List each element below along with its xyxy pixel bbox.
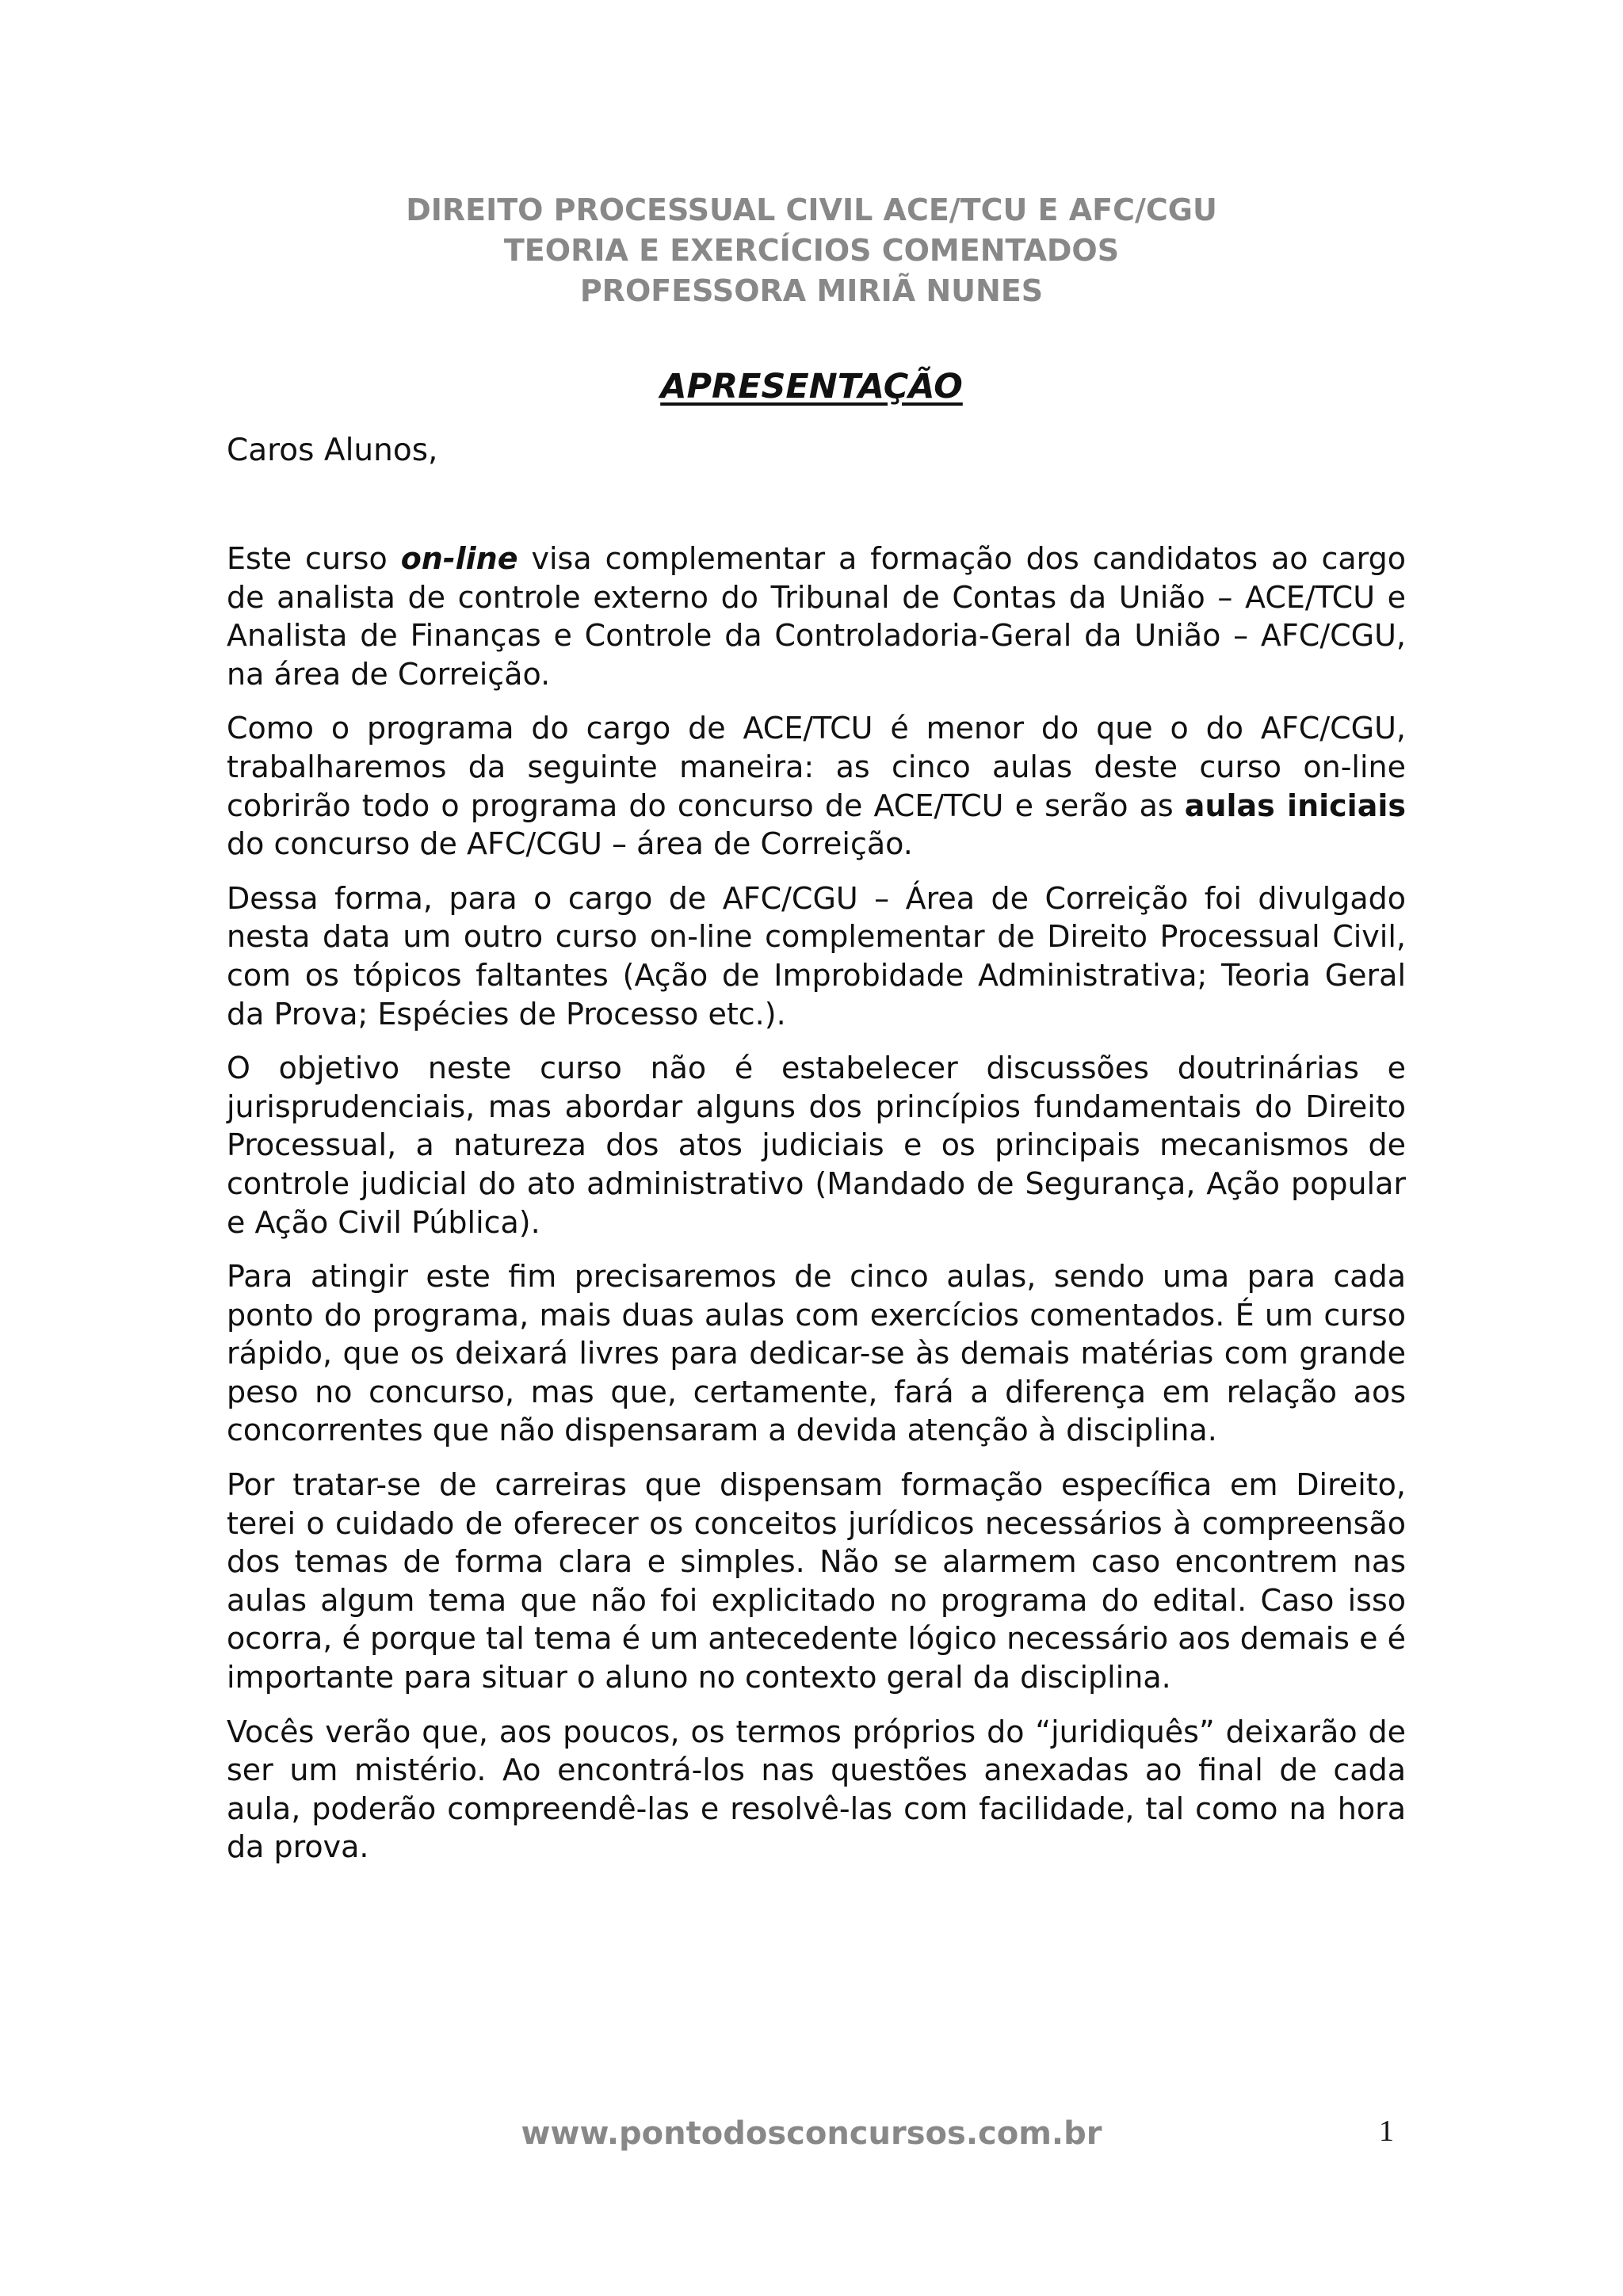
- paragraph-2-text-b: do concurso de AFC/CGU – área de Correição.: [227, 826, 913, 862]
- paragraph-6: Por tratar-se de carreiras que dispensam formação específica em Direito, terei o cuidado de oferecer os conceitos jurídicos necessários à compreensão dos temas de forma clara e simples. Não se alarmem caso encontrem nas aulas algum tema que não foi explicitado no programa do edital. Caso isso ocorra, é porque tal tema é um antecedente lógico necessário aos demais e é importante para situar o aluno no contexto geral da disciplina.: [227, 1467, 1406, 1695]
- header-professor: PROFESSORA MIRIÃ NUNES: [579, 273, 1044, 308]
- paragraph-1: [227, 540, 1406, 693]
- document-header: [0, 190, 1623, 311]
- paragraph-3: Dessa forma, para o cargo de AFC/CGU – Área de Correição foi divulgado nesta data um outro curso on-line complementar de Direito Processual Civil, com os tópicos faltantes (Ação de Improbidade Administrativa; Teoria Geral da Prova; Espécies de Processo etc.).: [227, 880, 1406, 1032]
- paragraph-2-text-a: Como o programa do cargo de ACE/TCU é menor do que o do AFC/CGU, trabalharemos da seguinte maneira: as cinco aulas deste curso on-line cobrirão todo o programa do concurso de ACE/TCU e serão as: [227, 711, 1406, 823]
- footer-website-url: www.pontodosconcursos.com.br: [521, 2115, 1102, 2152]
- page-title: APRESENTAÇÃO: [660, 367, 963, 406]
- paragraph-5: Para atingir este fim precisaremos de cinco aulas, sendo uma para cada ponto do programa, mais duas aulas com exercícios comentados. É um curso rápido, que os deixará livres para dedicar-se às demais matérias com grande peso no concurso, mas que, certamente, fará a diferença em relação aos concorrentes que não dispensaram a devida atenção à disciplina.: [227, 1259, 1406, 1448]
- page-number: 1: [1379, 2115, 1394, 2148]
- paragraph-1-emphasis: on-line: [400, 541, 518, 576]
- greeting: Caros Alunos,: [227, 433, 438, 468]
- paragraph-7: Vocês verão que, aos poucos, os termos próprios do “juridiquês” deixarão de ser um mistério. Ao encontrá-los nas questões anexadas ao final de cada aula, poderão compreendê-las e resolvê-las com facilidade, tal como na hora da prova.: [227, 1714, 1406, 1865]
- document-body: [227, 540, 1406, 1882]
- header-course-title: DIREITO PROCESSUAL CIVIL ACE/TCU E AFC/CGU: [406, 193, 1217, 227]
- header-subtitle: TEORIA E EXERCÍCIOS COMENTADOS: [503, 233, 1120, 268]
- paragraph-2: [227, 709, 1406, 863]
- paragraph-1-text-b: visa complementar a formação dos candidatos ao cargo de analista de controle externo do Tribunal de Contas da União – ACE/TCU e Analista de Finanças e Controle da Controladoria-Geral da União – AFC/CGU, na área de Correição.: [227, 541, 1407, 692]
- paragraph-4: O objetivo neste curso não é estabelecer discussões doutrinárias e jurisprudenciais, mas abordar alguns dos princípios fundamentais do Direito Processual, a natureza dos atos judiciais e os principais mecanismos de controle judicial do ato administrativo (Mandado de Segurança, Ação popular e Ação Civil Pública).: [227, 1051, 1406, 1240]
- paragraph-2-strong: aulas iniciais: [1184, 788, 1406, 823]
- paragraph-1-text-a: Este curso: [227, 541, 401, 576]
